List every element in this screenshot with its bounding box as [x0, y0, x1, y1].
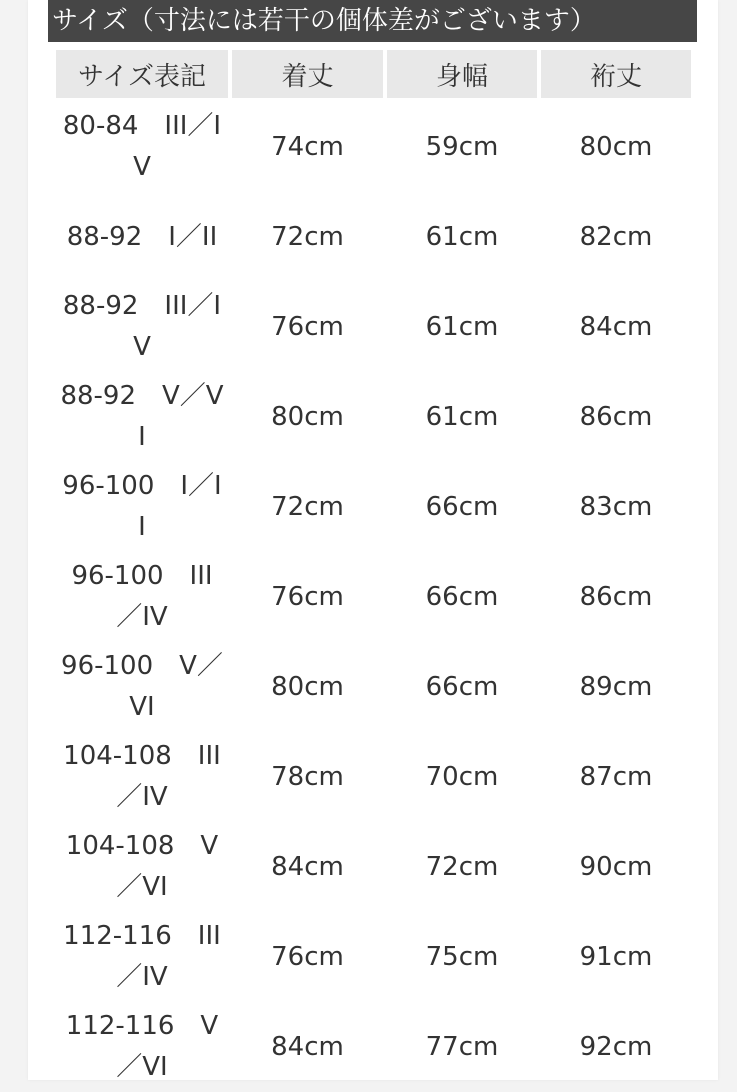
- size-cell: 104-108 III／IV: [63, 741, 221, 812]
- size-cell: 96-100 V／VI: [61, 651, 223, 722]
- table-row: [56, 642, 691, 732]
- width-cell: 70cm: [425, 762, 499, 792]
- width-cell: 77cm: [425, 1032, 499, 1062]
- table-row: [56, 822, 691, 912]
- size-table-header-row: [56, 50, 691, 98]
- length-cell: 80cm: [271, 672, 344, 702]
- length-cell: 76cm: [271, 582, 344, 612]
- size-cell: 104-108 V／VI: [65, 831, 219, 902]
- length-cell: 72cm: [271, 222, 344, 252]
- sleeve-cell: 89cm: [579, 672, 653, 702]
- length-cell: 80cm: [271, 402, 344, 432]
- size-cell: 96-100 I／II: [62, 471, 222, 542]
- width-column-header: 身幅: [387, 50, 537, 98]
- width-cell: 61cm: [425, 222, 499, 252]
- size-section-heading: サイズ（寸法には若干の個体差がございます）: [48, 0, 697, 42]
- table-row: [56, 1002, 691, 1092]
- width-cell: 66cm: [425, 672, 499, 702]
- length-cell: 76cm: [271, 312, 344, 342]
- sleeve-cell: 86cm: [579, 402, 653, 432]
- length-cell: 74cm: [271, 132, 344, 162]
- size-cell: 88-92 V／VI: [60, 381, 224, 452]
- length-column-header: 着丈: [232, 50, 383, 98]
- table-row: [56, 732, 691, 822]
- sleeve-cell: 92cm: [579, 1032, 653, 1062]
- size-column-header: サイズ表記: [56, 50, 228, 98]
- sleeve-cell: 91cm: [579, 942, 653, 972]
- sleeve-cell: 86cm: [579, 582, 653, 612]
- table-row: [56, 282, 691, 372]
- size-cell: 80-84 III／IV: [62, 111, 222, 182]
- table-row: [56, 102, 691, 192]
- length-cell: 78cm: [271, 762, 344, 792]
- width-cell: 66cm: [425, 492, 499, 522]
- size-cell: 88-92 III／IV: [62, 291, 222, 362]
- length-cell: 84cm: [271, 1032, 344, 1062]
- size-cell: 112-116 V／VI: [65, 1011, 219, 1082]
- sleeve-cell: 82cm: [579, 222, 653, 252]
- table-row: [56, 912, 691, 1002]
- width-cell: 61cm: [425, 312, 499, 342]
- width-cell: 59cm: [425, 132, 499, 162]
- width-cell: 72cm: [425, 852, 499, 882]
- width-cell: 61cm: [425, 402, 499, 432]
- size-cell: 88-92 I／II: [66, 221, 218, 252]
- size-cell: 96-100 III／IV: [71, 561, 213, 632]
- length-cell: 72cm: [271, 492, 344, 522]
- sleeve-cell: 83cm: [579, 492, 653, 522]
- width-cell: 75cm: [425, 942, 499, 972]
- table-row: [56, 372, 691, 462]
- length-cell: 84cm: [271, 852, 344, 882]
- length-cell: 76cm: [271, 942, 344, 972]
- sleeve-cell: 87cm: [579, 762, 653, 792]
- sleeve-cell: 90cm: [579, 852, 653, 882]
- table-row: [56, 462, 691, 552]
- width-cell: 66cm: [425, 582, 499, 612]
- sleeve-column-header: 裄丈: [541, 50, 691, 98]
- size-cell: 112-116 III／IV: [63, 921, 221, 992]
- table-row: [56, 192, 691, 282]
- sleeve-cell: 84cm: [579, 312, 653, 342]
- size-table: [52, 50, 695, 1092]
- sleeve-cell: 80cm: [579, 132, 653, 162]
- table-row: [56, 552, 691, 642]
